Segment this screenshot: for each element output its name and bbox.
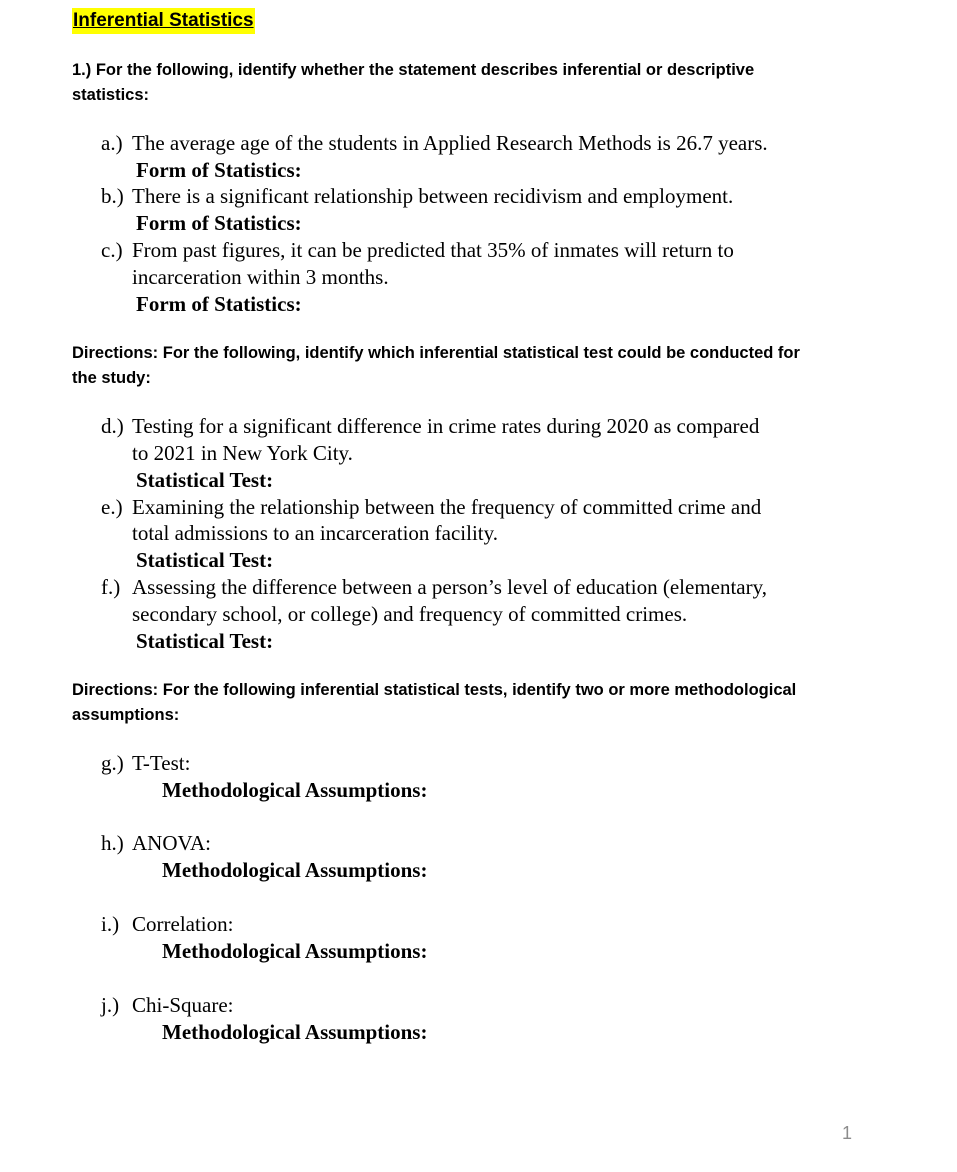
- item-i-marker: i.): [101, 912, 120, 936]
- section3-heading-line2: assumptions:: [72, 706, 180, 724]
- item-d-marker: d.): [101, 414, 124, 438]
- item-c-form-label: Form of Statistics:: [136, 292, 302, 316]
- item-d-text-line2: to 2021 in New York City.: [132, 441, 353, 465]
- section2-heading: [72, 341, 862, 391]
- section1-heading-line1: 1.) For the following, identify whether the statement describes inferential or descriptive: [72, 61, 755, 79]
- item-j-label: Chi-Square:: [132, 993, 234, 1017]
- item-b-form-label: Form of Statistics:: [136, 211, 302, 235]
- item-a-marker: a.): [101, 131, 123, 155]
- section3-heading-line1: Directions: For the following inferential statistical tests, identify two or more methodological: [72, 681, 797, 699]
- item-e-text-line2: total admissions to an incarceration facility.: [132, 521, 499, 545]
- item-a-form-label: Form of Statistics:: [136, 158, 302, 182]
- item-b-marker: b.): [101, 184, 124, 208]
- section3-heading: [72, 678, 862, 728]
- item-f-text-line1: Assessing the difference between a person’s level of education (elementary,: [132, 575, 768, 599]
- item-f-test-label: Statistical Test:: [136, 629, 274, 653]
- item-f-text-line2: secondary school, or college) and frequency of committed crimes.: [132, 602, 688, 626]
- section2-heading-line1: Directions: For the following, identify which inferential statistical test could be conducted for: [72, 344, 800, 362]
- section2-heading-line2: the study:: [72, 369, 151, 387]
- item-g-marker: g.): [101, 751, 124, 775]
- item-j-marker: j.): [101, 993, 120, 1017]
- item-g-assumptions-label: Methodological Assumptions:: [162, 778, 428, 802]
- item-g-label: T-Test:: [132, 751, 191, 775]
- item-i-assumptions-label: Methodological Assumptions:: [162, 939, 428, 963]
- item-c-text-line1: From past figures, it can be predicted that 35% of inmates will return to: [132, 238, 734, 262]
- item-d-test-label: Statistical Test:: [136, 468, 274, 492]
- item-e-marker: e.): [101, 495, 123, 519]
- item-e-text-line1: Examining the relationship between the frequency of committed crime and: [132, 495, 762, 519]
- section1-heading-line2: statistics:: [72, 86, 150, 104]
- document-title: Inferential Statistics: [72, 8, 255, 34]
- item-c-marker: c.): [101, 238, 123, 262]
- item-f-marker: f.): [101, 575, 121, 599]
- page-number: 1: [842, 1123, 853, 1143]
- item-c-text-line2: incarceration within 3 months.: [132, 265, 389, 289]
- item-e-test-label: Statistical Test:: [136, 548, 274, 572]
- item-h-marker: h.): [101, 831, 124, 855]
- item-h-label: ANOVA:: [132, 831, 211, 855]
- item-i-label: Correlation:: [132, 912, 234, 936]
- item-j-assumptions-label: Methodological Assumptions:: [162, 1020, 428, 1044]
- item-d-text-line1: Testing for a significant difference in crime rates during 2020 as compared: [132, 414, 760, 438]
- item-b-text: There is a significant relationship between recidivism and employment.: [132, 184, 734, 208]
- section1-heading: [72, 58, 862, 108]
- item-h-assumptions-label: Methodological Assumptions:: [162, 858, 428, 882]
- item-a-text: The average age of the students in Applied Research Methods is 26.7 years.: [132, 131, 768, 155]
